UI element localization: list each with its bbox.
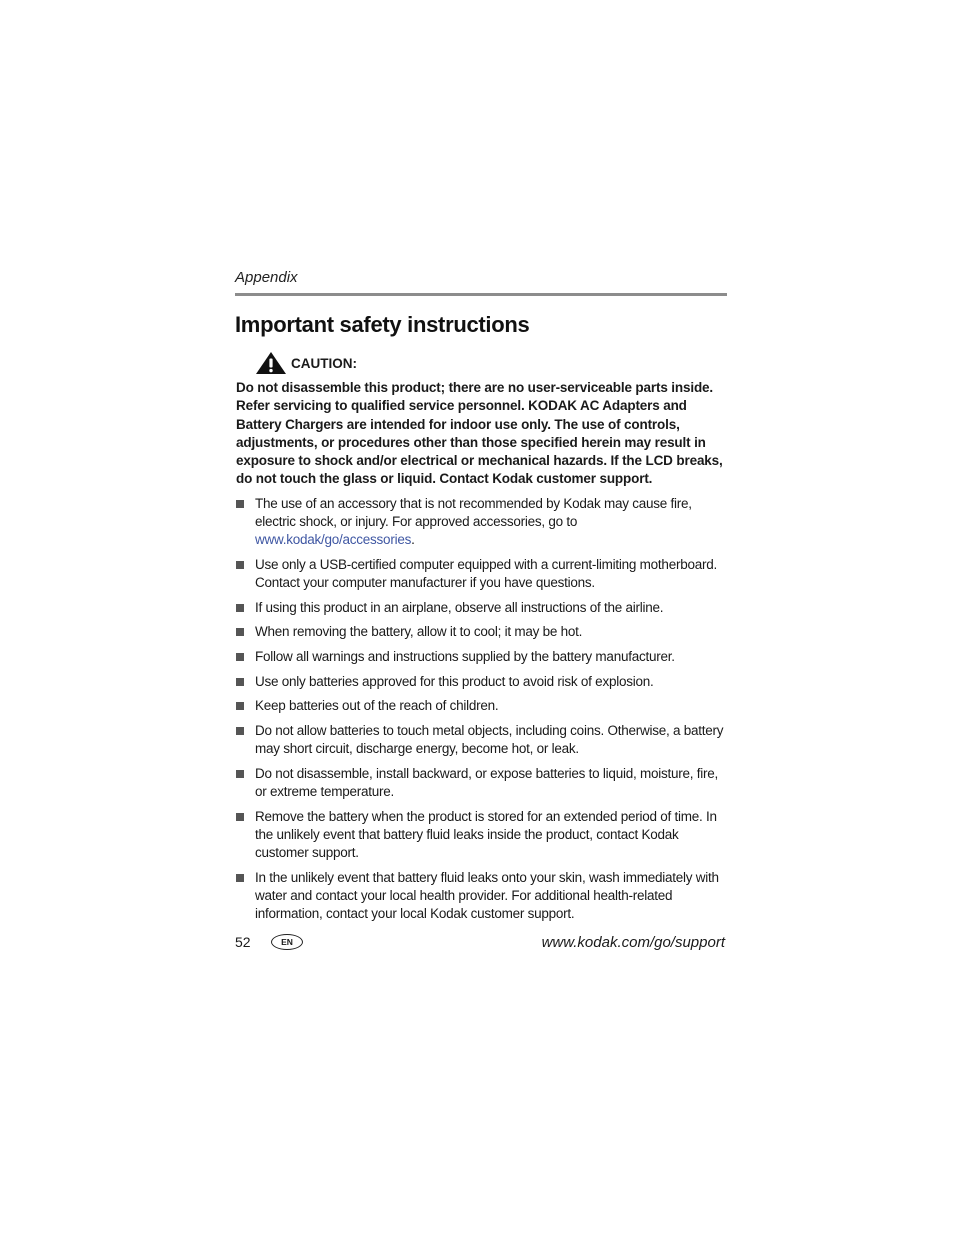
square-bullet-icon: [236, 628, 244, 636]
square-bullet-icon: [236, 678, 244, 686]
square-bullet-icon: [236, 561, 244, 569]
warning-triangle-icon: [255, 351, 287, 375]
list-item-text: If using this product in an airplane, observe all instructions of the airline.: [255, 599, 664, 615]
page-footer: [235, 930, 725, 954]
list-item: [235, 623, 727, 641]
square-bullet-icon: [236, 604, 244, 612]
language-badge: EN: [271, 934, 303, 950]
support-url[interactable]: www.kodak.com/go/support: [541, 933, 725, 951]
list-item-text-end: .: [411, 532, 415, 548]
square-bullet-icon: [236, 727, 244, 735]
list-item-text: When removing the battery, allow it to cool; it may be hot.: [255, 624, 583, 640]
section-label: Appendix: [235, 269, 298, 286]
square-bullet-icon: [236, 500, 244, 508]
square-bullet-icon: [236, 874, 244, 882]
list-item-text: Keep batteries out of the reach of children.: [255, 698, 499, 714]
caution-text: Do not disassemble this product; there are no user-serviceable parts inside. Refer servicing to qualified service personnel. KODAK AC Adapters and Battery Chargers are intended for indoor use only. The use of controls, adjustments, or procedures other than those specified herein may result in exposure to shock and/or electrical or mechanical hazards. If the LCD breaks, do not touch the glass or liquid. Contact Kodak customer support.: [236, 380, 723, 487]
caution-heading: [255, 351, 727, 375]
page-number: 52: [235, 934, 251, 950]
header-rule: [235, 293, 727, 296]
list-item-text: Do not disassemble, install backward, or expose batteries to liquid, moisture, fire, or extreme temperature.: [255, 765, 718, 800]
page-content: [235, 268, 727, 930]
caution-label: CAUTION:: [291, 355, 357, 371]
list-item: [235, 722, 727, 759]
square-bullet-icon: [236, 702, 244, 710]
list-item-text: Follow all warnings and instructions supplied by the battery manufacturer.: [255, 649, 675, 665]
safety-bullet-list: [235, 495, 727, 924]
square-bullet-icon: [236, 770, 244, 778]
accessories-link[interactable]: www.kodak/go/accessories: [255, 532, 412, 548]
list-item: [235, 599, 727, 617]
list-item: [235, 869, 727, 924]
list-item: [235, 556, 727, 593]
list-item-text: Do not allow batteries to touch metal objects, including coins. Otherwise, a battery may short circuit, discharge energy, become hot, or leak.: [255, 722, 724, 757]
list-item: [235, 808, 727, 863]
list-item-text: In the unlikely event that battery fluid leaks onto your skin, wash immediately with water and contact your local health provider. For additional health-related information, contact your local Kodak customer support.: [255, 869, 719, 922]
list-item-text: Use only a USB-certified computer equipped with a current-limiting motherboard. Contact your computer manufacturer if you have questions.: [255, 556, 717, 591]
list-item-text: The use of an accessory that is not recommended by Kodak may cause fire, electric shock, or injury. For approved accessories, go to: [255, 495, 692, 530]
list-item: [235, 697, 727, 715]
list-item-text: Remove the battery when the product is stored for an extended period of time. In the unlikely event that battery fluid leaks inside the product, contact Kodak customer support.: [255, 808, 717, 861]
list-item: [235, 495, 727, 550]
list-item: [235, 765, 727, 802]
page-title: Important safety instructions: [235, 312, 530, 337]
list-item-text: Use only batteries approved for this product to avoid risk of explosion.: [255, 673, 654, 689]
list-item: [235, 673, 727, 691]
square-bullet-icon: [236, 813, 244, 821]
square-bullet-icon: [236, 653, 244, 661]
list-item: [235, 648, 727, 666]
